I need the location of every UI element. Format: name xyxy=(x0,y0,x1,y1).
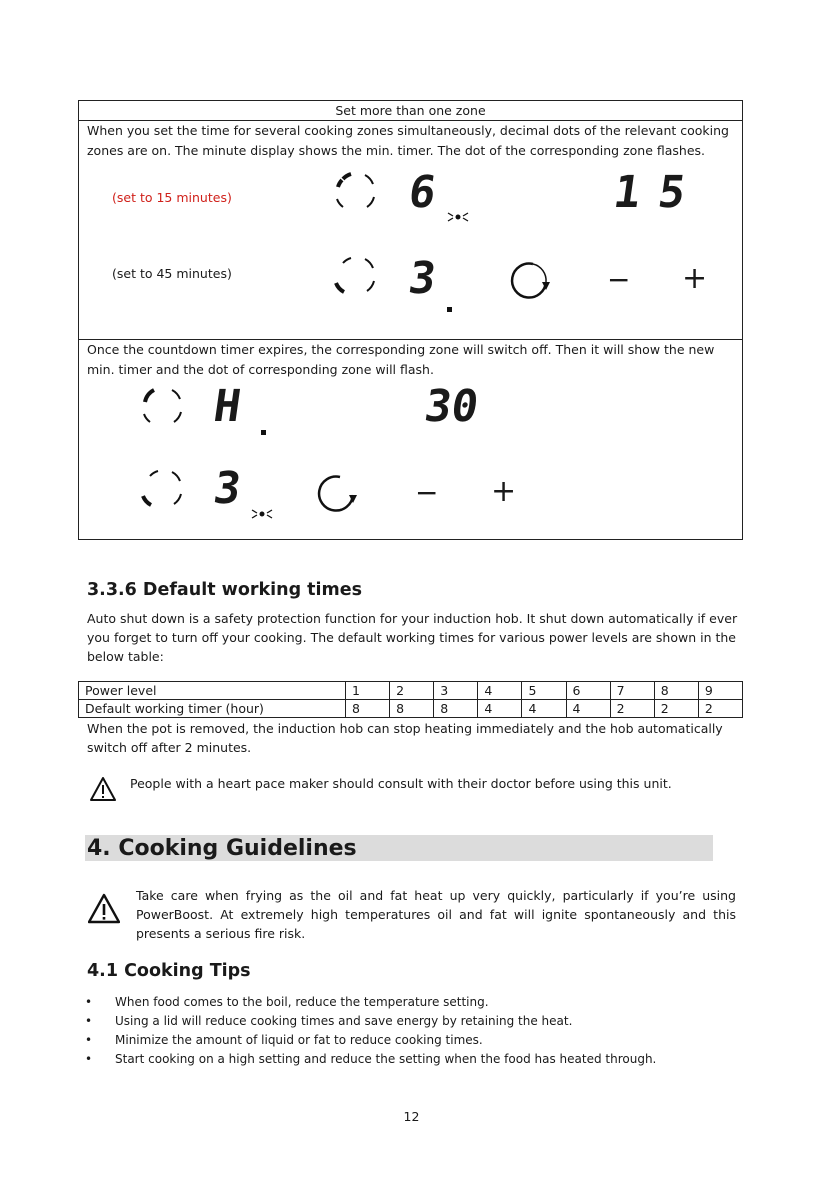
section-title-cooking-tips: 4.1 Cooking Tips xyxy=(87,961,251,981)
table-cell: 8 xyxy=(654,682,698,700)
plus-button[interactable]: + xyxy=(682,261,708,296)
decimal-dot xyxy=(447,307,452,312)
list-item: • Start cooking on a high setting and reduce the setting when the food has heated through. xyxy=(85,1050,656,1069)
table-cell: 1 xyxy=(346,682,390,700)
zone-ring-icon xyxy=(136,384,196,434)
minus-button[interactable]: − xyxy=(415,476,439,509)
table-cell: 2 xyxy=(654,700,698,718)
table-cell: 4 xyxy=(566,700,610,718)
list-item: • Using a lid will reduce cooking times and save energy by retaining the heat. xyxy=(85,1012,656,1031)
box-paragraph-2: Once the countdown timer expires, the corresponding zone will switch off. Then it will show the new min. timer and the dot of corresponding zone will flash. xyxy=(87,342,715,377)
table-cell: 3 xyxy=(434,682,478,700)
section-title-default-working-times: 3.3.6 Default working times xyxy=(87,580,363,600)
table-cell: 2 xyxy=(390,682,434,700)
row4-digit: 3 xyxy=(210,463,245,514)
frying-warning: Take care when frying as the oil and fat heat up very quickly, particularly if you’re using PowerBoost. At extremely high temperatures oil and fat will ignite spontaneously and this presents a serious fire risk. xyxy=(136,888,736,941)
timer-icon[interactable] xyxy=(311,469,361,519)
zone-ring-icon xyxy=(136,466,196,516)
table-cell: 8 xyxy=(390,700,434,718)
box-header: Set more than one zone xyxy=(335,103,486,118)
box-paragraph-1: When you set the time for several cooking zones simultaneously, decimal dots of the relevant cooking zones are on. The minute display shows the min. timer. The dot of the corresponding zone flashes. xyxy=(87,123,729,158)
zone-timer-box xyxy=(78,100,743,540)
table-cell: Power level xyxy=(79,682,346,700)
table-cell: 8 xyxy=(434,700,478,718)
row1-timer: 15 xyxy=(610,167,707,218)
table-row xyxy=(79,700,743,718)
zone-ring-icon xyxy=(329,169,389,219)
row2-label: (set to 45 minutes) xyxy=(112,266,232,281)
list-item: • Minimize the amount of liquid or fat to reduce cooking times. xyxy=(85,1031,656,1050)
page-number: 12 xyxy=(403,1109,420,1124)
table-cell: 2 xyxy=(698,700,742,718)
warning-icon xyxy=(90,776,116,802)
table-cell: 4 xyxy=(478,682,522,700)
flashing-dot-icon xyxy=(247,506,277,526)
timer-icon[interactable] xyxy=(504,256,554,306)
table-cell: 4 xyxy=(522,700,566,718)
row2-digit: 3 xyxy=(405,253,440,304)
table-cell: 4 xyxy=(478,700,522,718)
cooking-tips-list xyxy=(85,993,656,1069)
section-title-cooking-guidelines: 4. Cooking Guidelines xyxy=(87,836,357,861)
table-cell: 2 xyxy=(610,700,654,718)
table-cell: 6 xyxy=(566,682,610,700)
table-cell: 9 xyxy=(698,682,742,700)
table-cell: Default working timer (hour) xyxy=(79,700,346,718)
row1-label: (set to 15 minutes) xyxy=(112,190,232,205)
flashing-dot-icon xyxy=(443,209,473,229)
warning-icon xyxy=(88,893,120,925)
list-item: • When food comes to the boil, reduce the temperature setting. xyxy=(85,993,656,1012)
decimal-dot xyxy=(261,430,266,435)
row3-digit: H xyxy=(210,381,245,432)
zone-ring-icon xyxy=(329,253,389,303)
default-times-paragraph: Auto shut down is a safety protection function for your induction hob. It shut down automatically if ever you forget to turn off your cooking. The default working times for various power levels are shown in the below table: xyxy=(87,611,738,664)
table-cell: 5 xyxy=(522,682,566,700)
table-cell: 7 xyxy=(610,682,654,700)
table-row xyxy=(79,682,743,700)
row1-digit: 6 xyxy=(405,167,440,218)
table-cell: 8 xyxy=(346,700,390,718)
pacemaker-warning: People with a heart pace maker should consult with their doctor before using this unit. xyxy=(130,776,672,791)
row3-timer: 30 xyxy=(421,381,482,432)
plus-button[interactable]: + xyxy=(491,474,517,509)
pot-removed-paragraph: When the pot is removed, the induction hob can stop heating immediately and the hob automatically switch off after 2 minutes. xyxy=(87,721,723,755)
minus-button[interactable]: − xyxy=(607,263,631,296)
default-times-table xyxy=(78,681,743,718)
